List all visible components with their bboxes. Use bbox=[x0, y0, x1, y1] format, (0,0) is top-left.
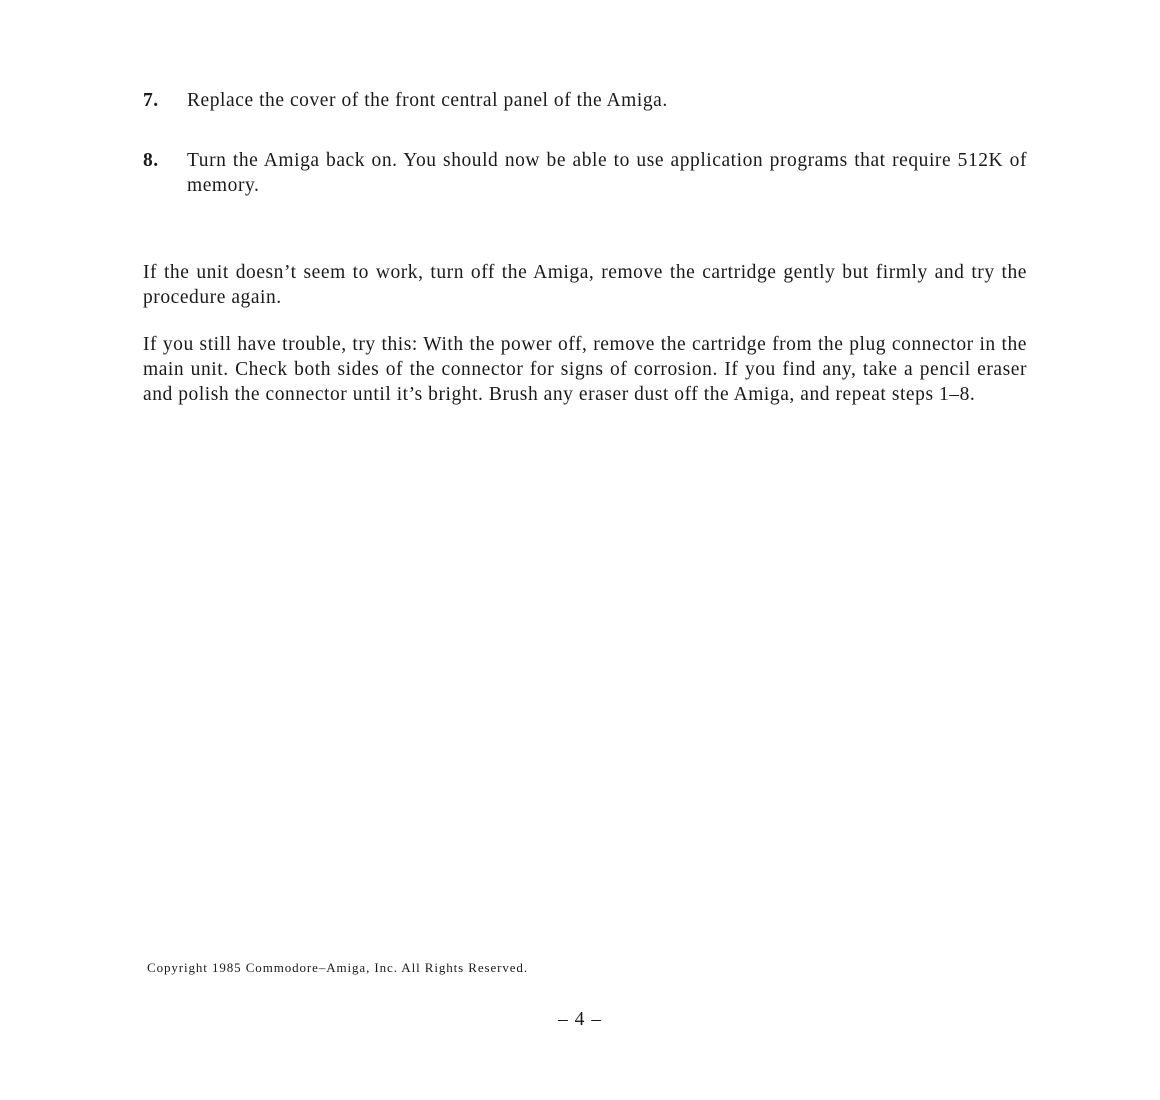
corrosion-paragraph: If you still have trouble, try this: With the power off, remove the cartridge from the plug connector in the main unit. Check both sides of the connector for signs of corrosion. If you find any, take a pencil eraser and polish the connector until it’s bright. Brush any eraser dust off the Amiga, and repeat steps 1–8. bbox=[143, 334, 1027, 405]
step-number: 8. bbox=[143, 150, 159, 171]
step-7 bbox=[143, 88, 1027, 113]
step-text: Replace the cover of the front central panel of the Amiga. bbox=[187, 90, 668, 111]
copyright-notice: Copyright 1985 Commodore–Amiga, Inc. All Rights Reserved. bbox=[147, 960, 528, 975]
step-8 bbox=[143, 148, 1027, 198]
page-number: – 4 – bbox=[558, 1009, 602, 1030]
step-text: Turn the Amiga back on. You should now be able to use application programs that require 512K of memory. bbox=[187, 150, 1027, 196]
troubleshooting-paragraph: If the unit doesn’t seem to work, turn off the Amiga, remove the cartridge gently but firmly and try the procedure again. bbox=[143, 262, 1027, 308]
step-number: 7. bbox=[143, 90, 159, 111]
